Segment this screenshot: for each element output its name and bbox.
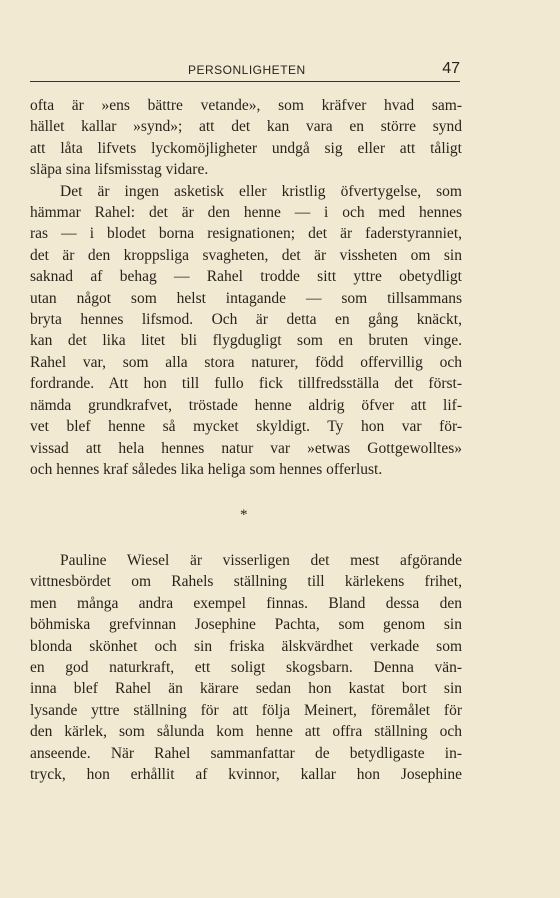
header-rule bbox=[30, 81, 460, 82]
text-line: fordrande. Att hon till fullo fick tillfredsställa det först- bbox=[30, 375, 462, 393]
text-line: tryck, hon erhållit af kvinnor, kallar hon Josephine bbox=[30, 766, 462, 784]
text-line: den kärlek, som sålunda kom henne att offra ställning och bbox=[30, 723, 462, 741]
text-line: Rahel var, som alla stora naturer, född offervillig och bbox=[30, 353, 462, 371]
text-line: böhmiska grefvinnan Josephine Pachta, som genom sin bbox=[30, 616, 462, 634]
text-line: kan det lika litet bli flygdugligt som en bruten vinge. bbox=[30, 332, 462, 350]
text-line: vittnesbördet om Rahels ställning till kärlekens frihet, bbox=[30, 573, 462, 591]
text-line: vet blef henne så mycket skyldigt. Ty hon var för- bbox=[30, 418, 462, 436]
text-line: ofta är »ens bättre vetande», som kräfver hvad sam- bbox=[30, 97, 462, 114]
text-line: nämda grundkrafvet, tröstade henne aldrig öfver att lif- bbox=[30, 396, 462, 414]
text-line: ras — i blodet borna resignationen; det är faderstyranniet, bbox=[30, 225, 462, 243]
text-line: det är den kroppsliga svagheten, det är vissheten om sin bbox=[30, 246, 462, 264]
text-line: blonda skönhet och sin friska älskvärdhet verkade som bbox=[30, 637, 462, 655]
paragraph-block-b bbox=[30, 550, 462, 785]
paragraph-block-a bbox=[30, 95, 462, 480]
text-line: Det är ingen asketisk eller kristlig öfvertygelse, som bbox=[60, 182, 462, 200]
page-number: 47 bbox=[442, 60, 460, 77]
text-line: inna blef Rahel än kärare sedan hon kastat bort sin bbox=[30, 680, 462, 698]
text-line: anseende. När Rahel sammanfattar de betydligaste in- bbox=[30, 744, 462, 762]
text-line: hället kallar »synd»; att det kan vara en större synd bbox=[30, 118, 462, 136]
text-line: en god naturkraft, ett soligt skogsbarn. Denna vän- bbox=[30, 659, 462, 677]
text-line: bryta hennes lifsmod. Och är detta en gång knäckt, bbox=[30, 311, 462, 329]
text-line: släpa sina lifsmisstag vidare. bbox=[30, 161, 209, 179]
section-separator: * bbox=[240, 507, 248, 523]
text-line: att låta lifvets lyckomöjligheter undgå sig eller att tåligt bbox=[30, 139, 462, 157]
running-head: PERSONLIGHETEN bbox=[188, 63, 306, 77]
text-line: men många andra exempel finnas. Bland dessa den bbox=[30, 594, 462, 612]
text-line: Pauline Wiesel är visserligen det mest afgörande bbox=[60, 552, 462, 569]
text-line: utan något som helst intagande — som tillsammans bbox=[30, 289, 462, 307]
text-line: hämmar Rahel: det är den henne — i och med hennes bbox=[30, 204, 462, 222]
text-line: vissad att hela hennes natur var »etwas Gottgewolltes» bbox=[30, 439, 462, 457]
text-line: saknad af behag — Rahel trodde sitt yttre obetydligt bbox=[30, 268, 462, 286]
text-line: och hennes kraf således lika heliga som hennes offerlust. bbox=[30, 460, 383, 478]
page-header bbox=[30, 60, 460, 83]
text-line: lysande yttre ställning för att följa Meinert, föremålet för bbox=[30, 701, 462, 719]
